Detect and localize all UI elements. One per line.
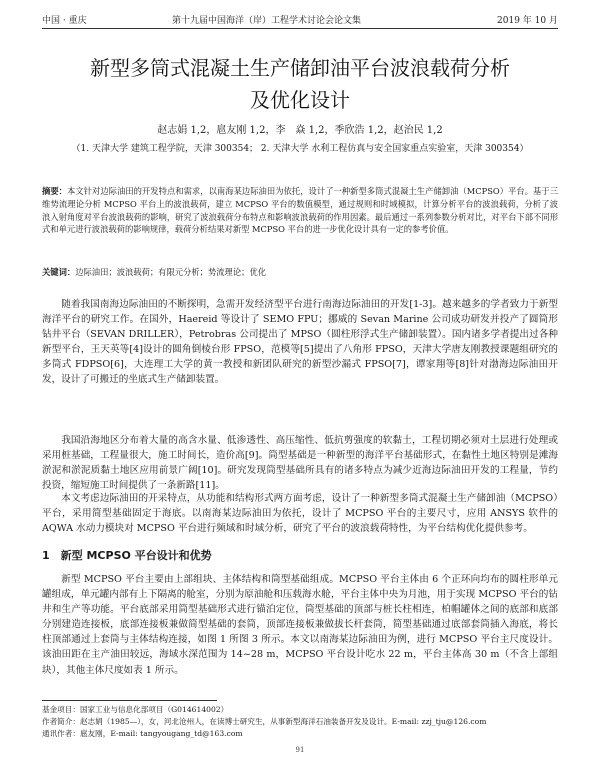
paragraph-text: 随着我国南海边际油田的不断探明，急需开发经济型平台进行南海边际油田的开发[1-3]。越来越多的学者致力于新型海洋平台的研究工作。在国外，Haereid 等设计了 SEMO FPU；挪威的 Sevan Marine 公司成功研发并投产了圆筒形钻井平台（SEVAN DRILLER），Petrobras 公司提出了 MPSO（圆柱形浮式生产储卸装置）。国内诸多学者提出过各种新型平台，王天英等[4]设计的圆角倒棱台形 FPSO，范模等[5]提出了八角形 FPSO，天津大学唐友刚教授课题组研究的多筒式 FDPSO[6]，大连理工大学的黄一教授和新团队研究的新型沙漏式 FPSO[7]，谭家翔等[8]针对渤海边际油田开发，设计了可搬迁的坐底式生产储卸装置。 — [42, 299, 558, 386]
header-rule — [42, 28, 558, 29]
paper-title-line1: 新型多筒式混凝土生产储卸油平台波浪载荷分析 — [90, 56, 510, 80]
paper-title-line2: 及优化设计 — [250, 88, 350, 112]
keywords-label: 关键词： — [42, 267, 76, 277]
author-list: 赵志娟 1,2，扈友刚 1,2，李 焱 1,2，季欣浩 1,2，赵治民 1,2 — [157, 125, 443, 136]
intro-paragraph-3 — [42, 491, 558, 536]
intro-paragraph-1 — [42, 297, 558, 388]
page-number: 91 — [295, 746, 305, 754]
section-heading-1: 1 新型 MCPSO 平台设计和优势 — [42, 549, 212, 562]
footnotes — [42, 704, 558, 740]
footnote-rule — [42, 700, 217, 701]
paragraph-text: 我国沿海地区分布着大量的高含水量、低渗透性、高压缩性、低抗剪强度的软黏土，工程切期必须对土层进行处理或采用桩基础，工程量很大，施工时间长，造价高[9]。筒型基础是一种新型的海洋平台基础形式，在黏性土地区特别是滩海淤泥和淤泥质黏土地区应用前景广阔[10]。研究发现筒型基础所具有的诸多特点为减少近海边际油田开发的工程量，节约投资，缩短施工时间提供了一条新路[11]。 — [42, 435, 558, 492]
affiliation: （1. 天津大学 建筑工程学院，天津 300354； 2. 天津大学 水利工程仿真与安全国家重点实验室，天津 300354） — [71, 144, 529, 154]
running-header — [42, 13, 558, 27]
abstract-label: 摘要： — [42, 186, 67, 196]
footnote-corresponding: 通讯作者：扈友刚，E-mail: tangyougang_td@163.com — [42, 729, 243, 738]
header-proceedings: 第十九届中国海洋（岸）工程学术讨论会论文集 — [172, 16, 362, 26]
intro-paragraph-2 — [42, 433, 558, 493]
footnote-fund: 基金项目：国家工业与信息化部项目（G014614002） — [42, 705, 229, 714]
keywords-text: 边际油田；波浪载荷；有限元分析；势流理论；优化 — [75, 267, 267, 277]
footnote-author: 作者简介：赵志娟（1985—），女，河北沧州人，在读博士研究生，从事新型海洋石油装备开发及设计。E-mail: zzj_tju@126.com — [42, 717, 487, 726]
section1-paragraph — [42, 572, 558, 678]
paragraph-text: 新型 MCPSO 平台主要由上部组块、主体结构和筒型基础组成。MCPSO 平台主体由 6 个正环向均布的圆柱形单元罐组成，单元罐内部有上下隔离的舱室，分别为原油舱和压载海水舱，平台主体中央为月池，用于实现 MCPSO 平台的钻井和生产等功能。平台底部采用筒型基础形式进行锚泊定位，筒型基础的顶部与桩长柱相连，柏帽罐体之间的底部和底部分别建造连接板，底部连接板兼做简型基础的套筒，顶部连接板兼做拔长杆套筒，简型基础通过底部套筒插入海底，将长柱顶部通过上套筒与主体结构连接，如图 1 所图 3 所示。本文以南海某边际油田为例，进行 MCPSO 平台主尺度设计。该油田距在主产油田较远，海域水深范围为 14~28 m，MCPSO 平台设计吃水 22 m，平台主体高 30 m（不含上部组块），其他主体尺度如表 1 所示。 — [42, 574, 558, 676]
abstract — [42, 185, 558, 236]
keywords — [42, 266, 558, 279]
abstract-text: 本文针对边际油田的开发特点和需求，以南海某边际油田为依托，设计了一种新型多筒式混凝土生产储卸油（MCPSO）平台。基于三维势流理论分析 MCPSO 平台上的波浪载荷，建立 MCPSO 平台的数值模型，通过规则和时域模拟，计算分析平台的波浪载荷，分析了波浪入射角度对平台波浪载荷的影响，研究了波浪载荷分布特点和影响波浪载荷的作用因素。最后通过一系列参数分析对比，对平台下部不同形式和单元进行波浪载荷的影响规律，载荷分析结果对新型 MCPSO 平台的进一步优化设计具有一定的参考价值。 — [42, 186, 558, 235]
header-date: 2019 年 10 月 — [497, 16, 558, 26]
header-location: 中国 · 重庆 — [42, 16, 87, 26]
paragraph-text: 本文考虑边际油田的开采特点，从功能和结构形式两方面考虑，设计了一种新型多筒式混凝土生产储卸油（MCPSO）平台，采用简型基础固定于海底。以南海某边际油田为依托，设计了 MCPSO 平台的主要尺寸，应用 ANSYS 软件的 AQWA 水动力模块对 MCPSO 平台进行频域和时域分析，研究了平台的波浪载荷特性，为平台结构优化提供参考。 — [42, 493, 558, 535]
